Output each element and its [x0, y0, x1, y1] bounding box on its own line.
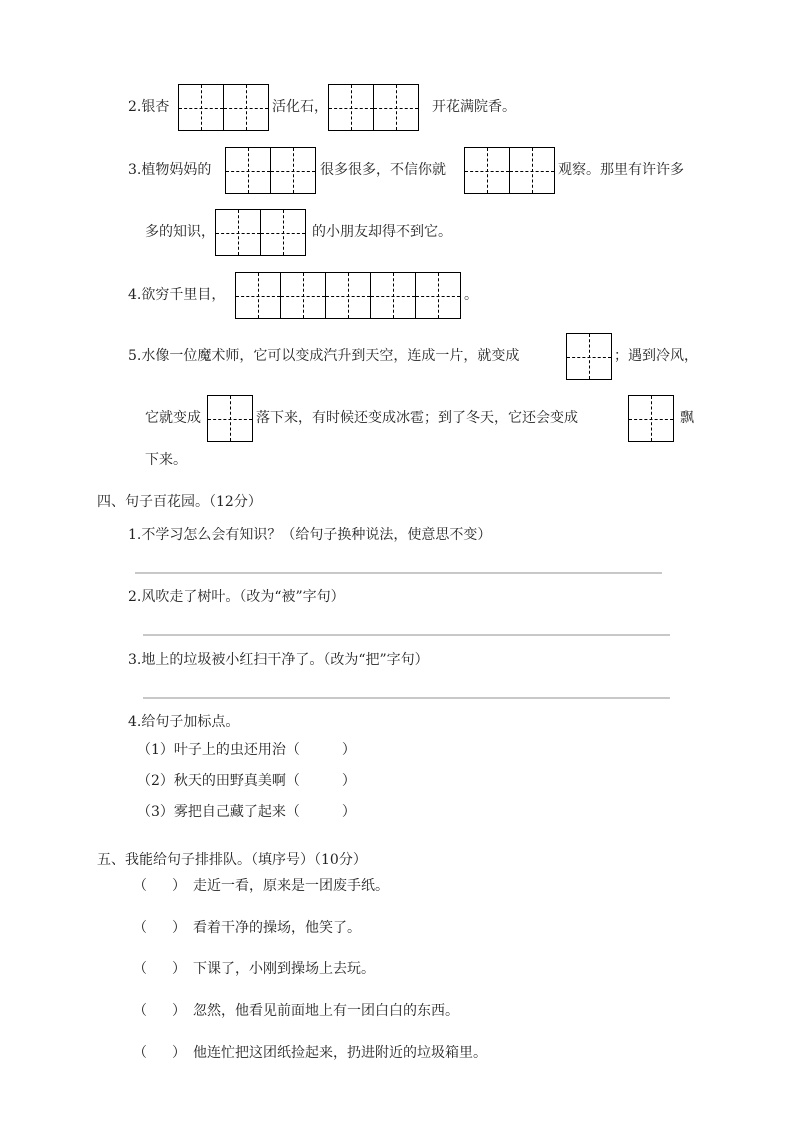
order-close-paren: ）	[172, 920, 186, 936]
order-item: 忽然，他看见前面地上有一团白白的东西。	[193, 1003, 459, 1019]
q5-text-b: ；遇到冷风，	[614, 348, 698, 364]
q5-text-c: 它就变成	[145, 410, 201, 426]
order-item: 看着干净的操场，他笑了。	[193, 920, 361, 936]
q4-text-a: 4.欲穷千里目，	[128, 287, 226, 303]
s4-q4-sub-1[interactable]: （1）叶子上的虫还用治（ ）	[137, 742, 356, 758]
order-close-paren: ）	[172, 878, 186, 894]
answer-grid-q5-1[interactable]	[566, 333, 612, 380]
q5-text-e: 飘	[680, 410, 694, 426]
answer-line-q1[interactable]	[135, 572, 662, 574]
order-open-paren[interactable]: （	[133, 878, 147, 894]
s4-q1: 1.不学习怎么会有知识？（给句子换种说法，使意思不变）	[128, 527, 492, 543]
order-open-paren[interactable]: （	[133, 1045, 147, 1061]
q3-text-c: 观察。那里有许许多	[558, 162, 684, 178]
q5-text-f: 下来。	[145, 452, 187, 468]
answer-line-q3[interactable]	[143, 697, 670, 699]
q4-text-b: 。	[464, 287, 478, 303]
q5-text-a: 5.水像一位魔术师，它可以变成汽升到天空，连成一片，就变成	[128, 348, 520, 364]
order-close-paren: ）	[172, 1003, 186, 1019]
order-item: 走近一看，原来是一团废手纸。	[193, 878, 389, 894]
s4-q2: 2.风吹走了树叶。（改为“被”字句）	[128, 589, 345, 605]
q3-text-e: 的小朋友却得不到它。	[312, 224, 452, 240]
answer-grid-q3-1[interactable]	[225, 147, 316, 194]
order-open-paren[interactable]: （	[133, 920, 147, 936]
answer-grid-q3-2[interactable]	[464, 147, 555, 194]
q5-text-d: 落下来，有时候还变成冰雹；到了冬天，它还会变成	[256, 410, 578, 426]
q3-text-b: 很多很多，不信你就	[320, 162, 446, 178]
answer-line-q2[interactable]	[143, 634, 670, 636]
answer-grid-q2-1[interactable]	[178, 84, 269, 131]
s4-q4-sub-2[interactable]: （2）秋天的田野真美啊（ ）	[137, 773, 356, 789]
s4-q4: 4.给句子加标点。	[128, 714, 240, 730]
order-close-paren: ）	[172, 961, 186, 977]
order-close-paren: ）	[172, 1045, 186, 1061]
answer-grid-q4[interactable]	[235, 272, 461, 319]
s4-q3: 3.地上的垃圾被小红扫干净了。（改为“把”字句）	[128, 652, 429, 668]
q2-text-c: 开花满院香。	[432, 99, 516, 115]
answer-grid-q5-2[interactable]	[207, 395, 253, 442]
q2-text-a: 2.银杏	[128, 99, 170, 115]
order-item: 下课了，小刚到操场上去玩。	[193, 961, 375, 977]
q3-text-d: 多的知识，	[145, 224, 215, 240]
section4-heading: 四、句子百花园。（12分）	[97, 494, 262, 510]
order-open-paren[interactable]: （	[133, 1003, 147, 1019]
answer-grid-q3-3[interactable]	[215, 209, 306, 256]
q2-text-b: 活化石，	[272, 99, 328, 115]
q3-text-a: 3.植物妈妈的	[128, 162, 212, 178]
answer-grid-q5-3[interactable]	[628, 395, 674, 442]
answer-grid-q2-2[interactable]	[328, 84, 419, 131]
order-item: 他连忙把这团纸捡起来，扔进附近的垃圾箱里。	[193, 1045, 487, 1061]
order-open-paren[interactable]: （	[133, 961, 147, 977]
section5-heading: 五、我能给句子排排队。（填序号）（10分）	[97, 852, 367, 868]
s4-q4-sub-3[interactable]: （3）雾把自己藏了起来（ ）	[137, 804, 356, 820]
